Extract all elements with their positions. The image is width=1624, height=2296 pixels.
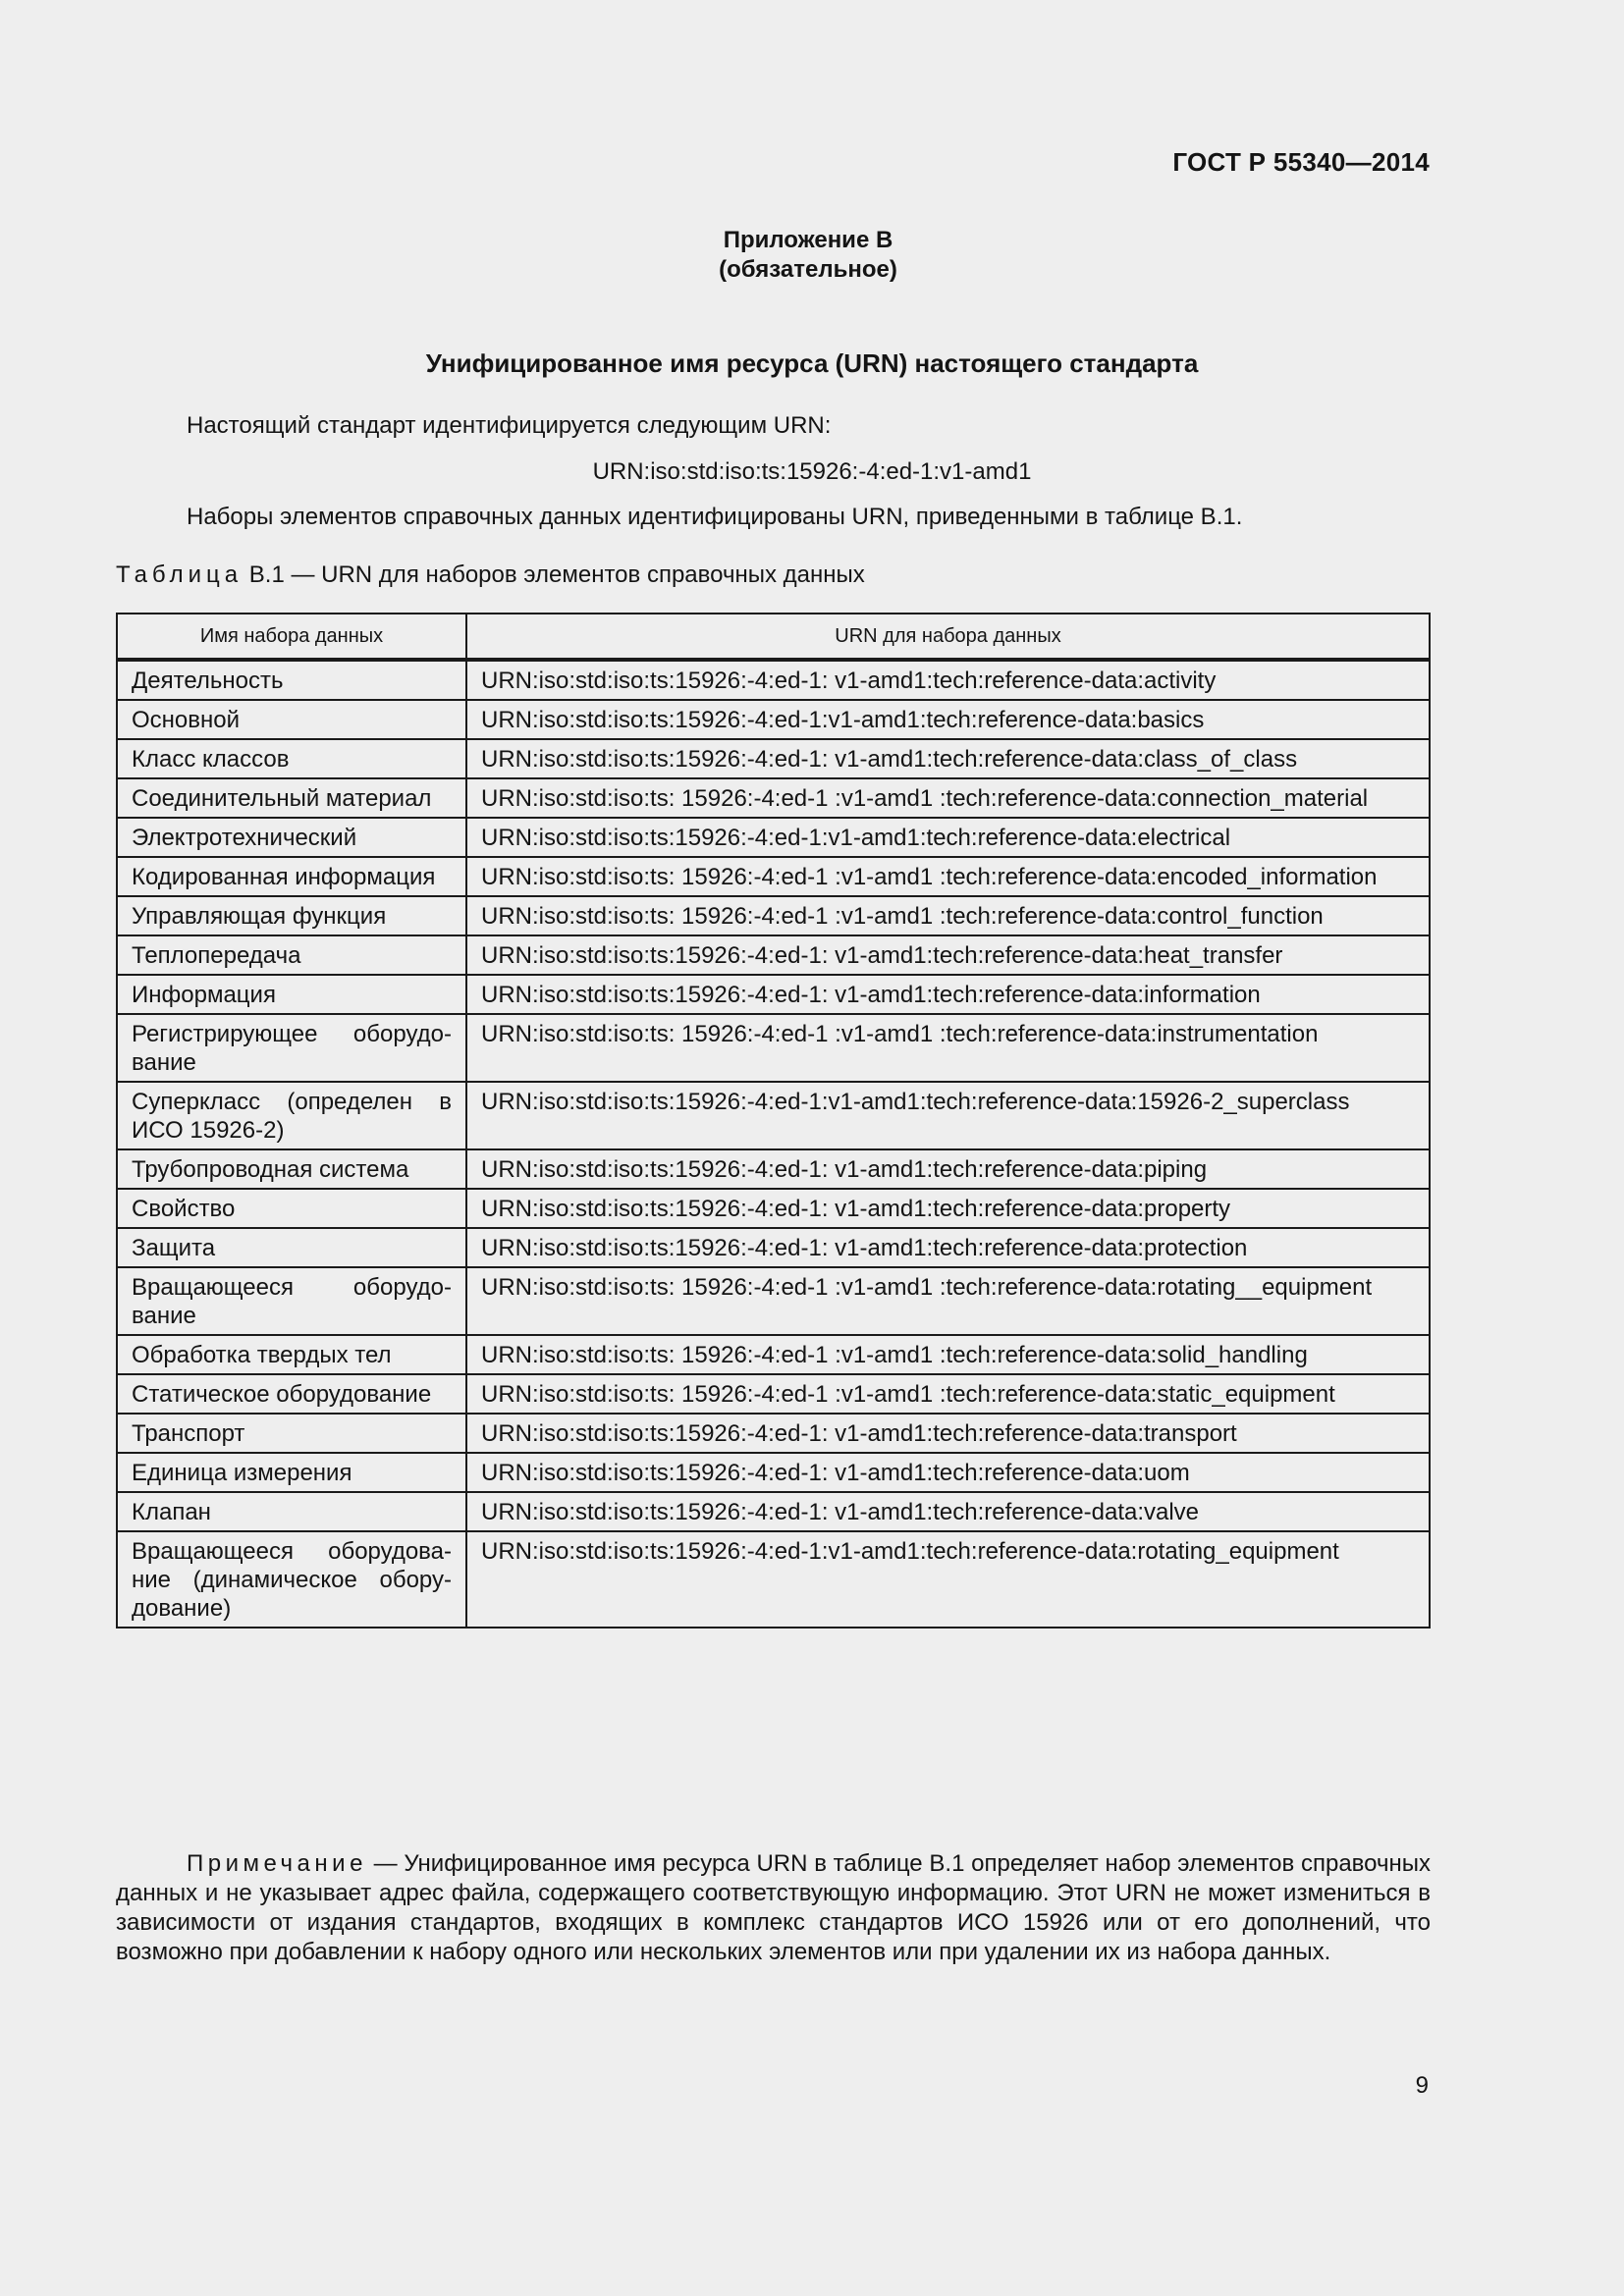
- dataset-urn-cell: URN:iso:std:iso:ts: 15926:-4:ed-1 :v1-amd1 :tech:reference-data:static_equipment: [466, 1374, 1430, 1414]
- note-text: — Унифицированное имя ресурса URN в таблице В.1 определяет набор элементов справочных данных и не указывает адрес файла, содержащего соответствующую информацию. Этот URN не может измениться в зависимости от издания стандартов, входящих в комплекс стандартов ИСО 15926 или от его дополнений, что возможно при добавлении к набору одного или нескольких элементов или при удалении их из набора данных.: [116, 1850, 1431, 1965]
- dataset-urn-cell: URN:iso:std:iso:ts:15926:-4:ed-1: v1-amd1:tech:reference-data:piping: [466, 1149, 1430, 1189]
- dataset-name-cell: Вращающееся оборудо-вание: [117, 1267, 466, 1335]
- dataset-name-cell: Теплопередача: [117, 935, 466, 975]
- dataset-name-cell: Обработка твердых тел: [117, 1335, 466, 1374]
- table-row: [117, 1335, 1430, 1374]
- table-caption: [116, 561, 865, 589]
- dataset-urn-cell: URN:iso:std:iso:ts:15926:-4:ed-1:v1-amd1:tech:reference-data:basics: [466, 700, 1430, 739]
- dataset-urn-cell: URN:iso:std:iso:ts:15926:-4:ed-1: v1-amd1:tech:reference-data:class_of_class: [466, 739, 1430, 778]
- dataset-urn-cell: URN:iso:std:iso:ts:15926:-4:ed-1:v1-amd1:tech:reference-data:electrical: [466, 818, 1430, 857]
- dataset-name-cell: Электротехнический: [117, 818, 466, 857]
- table-row: [117, 700, 1430, 739]
- dataset-name-cell: Класс классов: [117, 739, 466, 778]
- table-row: [117, 1228, 1430, 1267]
- dataset-name-cell: Статическое оборудование: [117, 1374, 466, 1414]
- table-row: [117, 935, 1430, 975]
- table-row: [117, 1014, 1430, 1082]
- dataset-urn-cell: URN:iso:std:iso:ts:15926:-4:ed-1:v1-amd1:tech:reference-data:rotating_equipment: [466, 1531, 1430, 1628]
- appendix-status: (обязательное): [719, 256, 897, 283]
- table-row: [117, 1492, 1430, 1531]
- table-row: [117, 1374, 1430, 1414]
- standard-urn: URN:iso:std:iso:ts:15926:-4:ed-1:v1-amd1: [592, 458, 1032, 485]
- section-title: Унифицированное имя ресурса (URN) настоящего стандарта: [425, 348, 1199, 378]
- dataset-name-cell: Основной: [117, 700, 466, 739]
- table-row: [117, 1082, 1430, 1149]
- dataset-urn-cell: URN:iso:std:iso:ts:15926:-4:ed-1: v1-amd1:tech:reference-data:information: [466, 975, 1430, 1014]
- table-row: [117, 975, 1430, 1014]
- dataset-name-cell: Свойство: [117, 1189, 466, 1228]
- table-row: [117, 778, 1430, 818]
- dataset-name-cell: Соединительный материал: [117, 778, 466, 818]
- dataset-name-cell: Регистрирующее оборудо-вание: [117, 1014, 466, 1082]
- table-row: [117, 1414, 1430, 1453]
- dataset-name-cell: Транспорт: [117, 1414, 466, 1453]
- table-caption-text: В.1 — URN для наборов элементов справочных данных: [248, 561, 865, 588]
- sets-paragraph: Наборы элементов справочных данных идентифицированы URN, приведенными в таблице В.1.: [187, 504, 1243, 530]
- table-row: [117, 818, 1430, 857]
- appendix-title: Приложение В: [723, 227, 893, 253]
- dataset-urn-cell: URN:iso:std:iso:ts: 15926:-4:ed-1 :v1-amd1 :tech:reference-data:instrumentation: [466, 1014, 1430, 1082]
- dataset-urn-cell: URN:iso:std:iso:ts:15926:-4:ed-1:v1-amd1:tech:reference-data:15926-2_superclass: [466, 1082, 1430, 1149]
- dataset-urn-cell: URN:iso:std:iso:ts:15926:-4:ed-1: v1-amd1:tech:reference-data:protection: [466, 1228, 1430, 1267]
- dataset-name-cell: Кодированная информация: [117, 857, 466, 896]
- dataset-urn-cell: URN:iso:std:iso:ts: 15926:-4:ed-1 :v1-amd1 :tech:reference-data:rotating__equipment: [466, 1267, 1430, 1335]
- table-header-row: [117, 614, 1430, 660]
- dataset-urn-cell: URN:iso:std:iso:ts:15926:-4:ed-1: v1-amd1:tech:reference-data:uom: [466, 1453, 1430, 1492]
- table-row: [117, 857, 1430, 896]
- dataset-urn-cell: URN:iso:std:iso:ts:15926:-4:ed-1: v1-amd1:tech:reference-data:activity: [466, 660, 1430, 700]
- table-row: [117, 1189, 1430, 1228]
- dataset-name-cell: Единица измерения: [117, 1453, 466, 1492]
- table-row: [117, 1267, 1430, 1335]
- dataset-urn-cell: URN:iso:std:iso:ts:15926:-4:ed-1: v1-amd1:tech:reference-data:heat_transfer: [466, 935, 1430, 975]
- table-row: [117, 896, 1430, 935]
- table-row: [117, 1149, 1430, 1189]
- note-label: Примечание: [187, 1850, 367, 1877]
- dataset-name-cell: Управляющая функция: [117, 896, 466, 935]
- dataset-name-cell: Защита: [117, 1228, 466, 1267]
- dataset-urn-cell: URN:iso:std:iso:ts:15926:-4:ed-1: v1-amd1:tech:reference-data:property: [466, 1189, 1430, 1228]
- dataset-name-cell: Информация: [117, 975, 466, 1014]
- dataset-name-cell: Клапан: [117, 1492, 466, 1531]
- dataset-urn-cell: URN:iso:std:iso:ts:15926:-4:ed-1: v1-amd1:tech:reference-data:valve: [466, 1492, 1430, 1531]
- dataset-name-cell: Деятельность: [117, 660, 466, 700]
- table-row: [117, 1453, 1430, 1492]
- appendix-heading: [0, 226, 1624, 285]
- table-row: [117, 1531, 1430, 1628]
- table-note: [116, 1849, 1431, 1967]
- table-row: [117, 739, 1430, 778]
- dataset-name-cell: Суперкласс (определен в ИСО 15926-2): [117, 1082, 466, 1149]
- header-dataset-name: Имя набора данных: [117, 614, 466, 660]
- dataset-name-cell: Вращающееся оборудова-ние (динамическое обору-дование): [117, 1531, 466, 1628]
- document-code: ГОСТ Р 55340—2014: [1172, 147, 1430, 177]
- table-caption-label: Таблица: [116, 561, 244, 588]
- dataset-urn-cell: URN:iso:std:iso:ts: 15926:-4:ed-1 :v1-amd1 :tech:reference-data:connection_material: [466, 778, 1430, 818]
- header-dataset-urn: URN для набора данных: [466, 614, 1430, 660]
- table-row: [117, 660, 1430, 700]
- intro-paragraph: Настоящий стандарт идентифицируется следующим URN:: [187, 412, 832, 439]
- dataset-urn-cell: URN:iso:std:iso:ts: 15926:-4:ed-1 :v1-amd1 :tech:reference-data:control_function: [466, 896, 1430, 935]
- dataset-name-cell: Трубопроводная система: [117, 1149, 466, 1189]
- dataset-urn-cell: URN:iso:std:iso:ts:15926:-4:ed-1: v1-amd1:tech:reference-data:transport: [466, 1414, 1430, 1453]
- page-number: 9: [1415, 2072, 1429, 2099]
- urn-table: [116, 613, 1431, 1629]
- dataset-urn-cell: URN:iso:std:iso:ts: 15926:-4:ed-1 :v1-amd1 :tech:reference-data:solid_handling: [466, 1335, 1430, 1374]
- dataset-urn-cell: URN:iso:std:iso:ts: 15926:-4:ed-1 :v1-amd1 :tech:reference-data:encoded_information: [466, 857, 1430, 896]
